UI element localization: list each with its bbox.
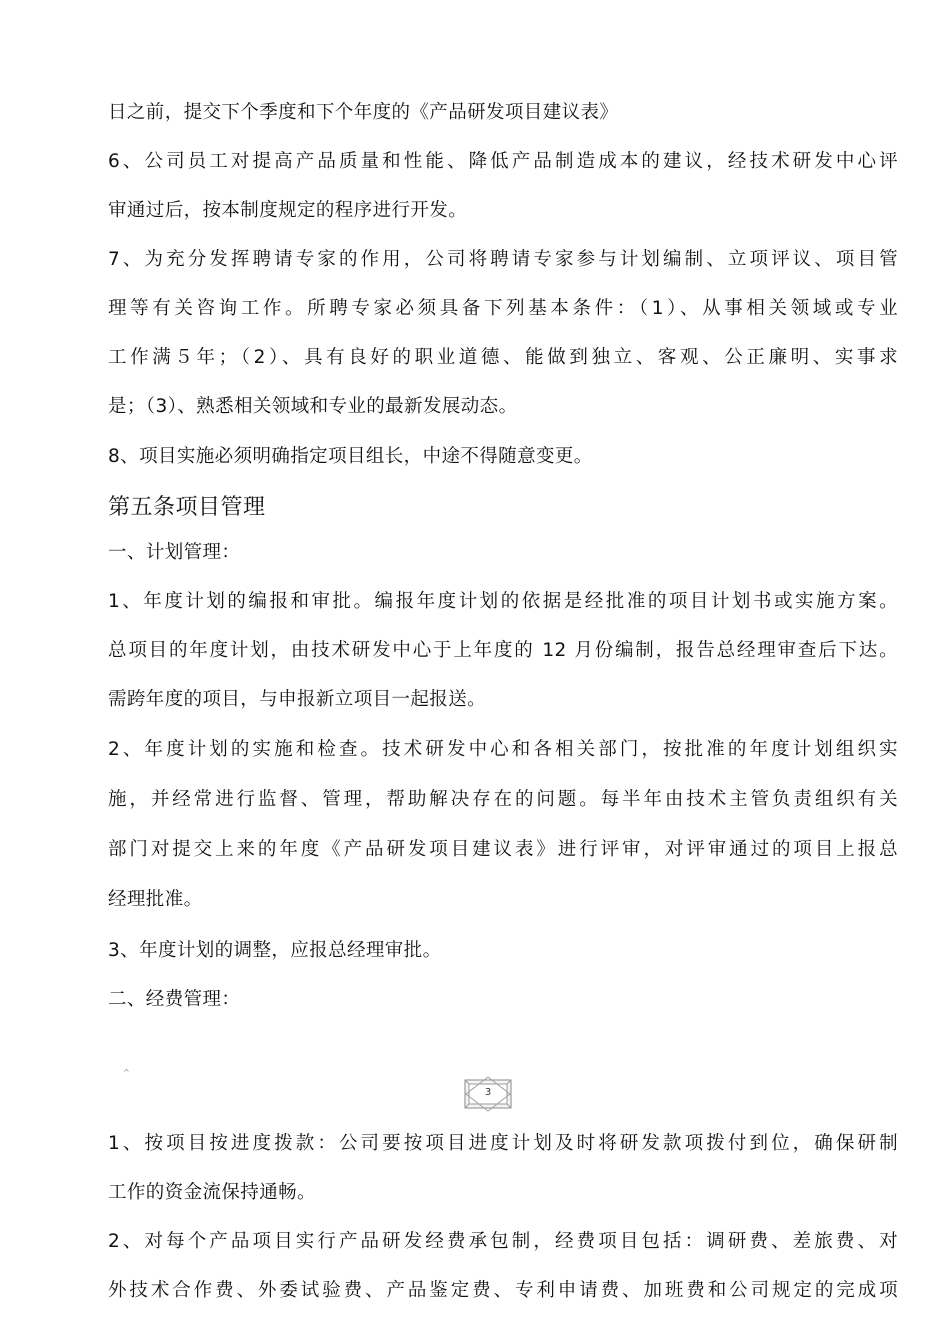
text-line: 6、公司员工对提高产品质量和性能、降低产品制造成本的建议，经技术研发中心评 bbox=[108, 151, 898, 172]
section-heading: 第五条项目管理 bbox=[108, 495, 266, 520]
caret-mark: ^ bbox=[123, 1068, 130, 1077]
page-number: 3 bbox=[484, 1087, 492, 1098]
text-line: 3、年度计划的调整，应报总经理审批。 bbox=[108, 940, 442, 961]
page-number-badge bbox=[464, 1076, 512, 1112]
text-line: 理等有关咨询工作。所聘专家必须具备下列基本条件：（1）、从事相关领域或专业 bbox=[108, 298, 898, 319]
text-line: 8、项目实施必须明确指定项目组长，中途不得随意变更。 bbox=[108, 446, 593, 467]
text-line: 外技术合作费、外委试验费、产品鉴定费、专利申请费、加班费和公司规定的完成项 bbox=[108, 1280, 898, 1301]
text-line: 部门对提交上来的年度《产品研发项目建议表》进行评审，对评审通过的项目上报总 bbox=[108, 839, 898, 860]
text-line: 需跨年度的项目，与申报新立项目一起报送。 bbox=[108, 689, 487, 710]
text-line: 1、按项目按进度拨款：公司要按项目进度计划及时将研发款项拨付到位，确保研制 bbox=[108, 1133, 898, 1154]
text-line: 2、对每个产品项目实行产品研发经费承包制，经费项目包括：调研费、差旅费、对 bbox=[108, 1231, 898, 1252]
text-line: 施，并经常进行监督、管理，帮助解决存在的问题。每半年由技术主管负责组织有关 bbox=[108, 789, 898, 810]
text-line: 总项目的年度计划，由技术研发中心于上年度的 12 月份编制，报告总经理审查后下达。 bbox=[108, 640, 898, 661]
text-line: 2、年度计划的实施和检查。技术研发中心和各相关部门，按批准的年度计划组织实 bbox=[108, 739, 898, 760]
text-line: 7、为充分发挥聘请专家的作用，公司将聘请专家参与计划编制、立项评议、项目管 bbox=[108, 249, 898, 270]
text-line: 工作的资金流保持通畅。 bbox=[108, 1182, 316, 1203]
text-line: 审通过后，按本制度规定的程序进行开发。 bbox=[108, 200, 468, 221]
subsection-heading: 二、经费管理： bbox=[108, 989, 241, 1010]
text-line: 1、年度计划的编报和审批。编报年度计划的依据是经批准的项目计划书或实施方案。 bbox=[108, 591, 898, 612]
text-line: 经理批准。 bbox=[108, 889, 203, 910]
text-line: 工作满５年；（2）、具有良好的职业道德、能做到独立、客观、公正廉明、实事求 bbox=[108, 347, 898, 368]
text-line: 日之前，提交下个季度和下个年度的《产品研发项目建议表》 bbox=[108, 102, 619, 123]
subsection-heading: 一、计划管理： bbox=[108, 542, 241, 563]
text-line: 是；（3）、熟悉相关领域和专业的最新发展动态。 bbox=[108, 396, 518, 417]
